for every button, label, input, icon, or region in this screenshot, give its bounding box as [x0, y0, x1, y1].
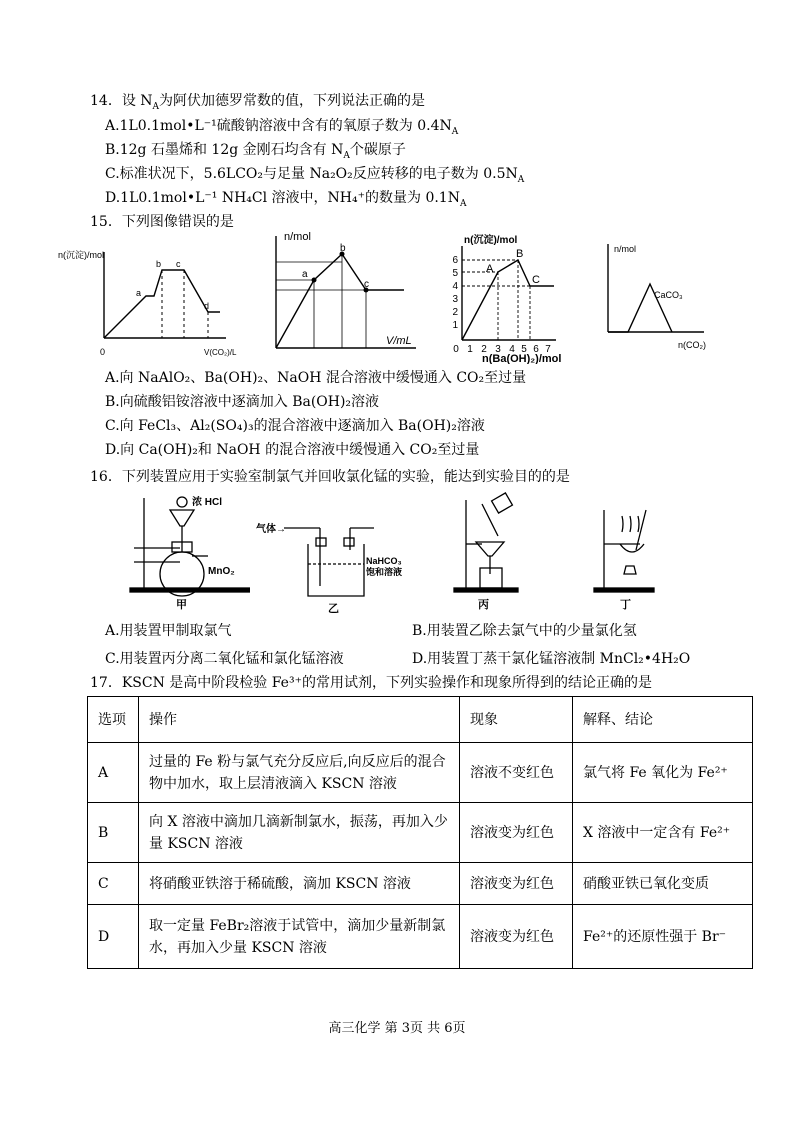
q15-g3-xtick: 2 — [481, 344, 487, 355]
q16-stem: 16．下列装置应用于实验室制氯气并回收氯化锰的实验，能达到实验目的的是 — [90, 469, 570, 485]
table-row — [88, 863, 753, 905]
q15-g3-ytick: 6 — [452, 255, 458, 266]
row-option: B — [88, 803, 139, 863]
q15-g2-point-a: a — [302, 269, 308, 280]
q15-g3-xtick: 5 — [521, 344, 527, 355]
q16-apparatus-yi — [256, 520, 426, 615]
q16-yi-label: 乙 — [328, 603, 339, 615]
q14-option-c: C.标准状况下，5.6LCO₂与足量 Na₂O₂反应转移的电子数为 $0.5N_A$ — [105, 166, 525, 185]
row-operation: 取一定量 FeBr₂溶液于试管中，滴加少量新制氯水，再加入少量 KSCN 溶液 — [139, 905, 460, 969]
q15-g3-xtick: 3 — [495, 344, 501, 355]
q16-saturated-label: 饱和溶液 — [366, 567, 403, 577]
q15-g3-ytick: 5 — [452, 268, 458, 279]
q16-jia-label: 甲 — [176, 599, 187, 610]
q15-g4-xlabel: n(CO₂) — [678, 340, 706, 350]
table-row — [88, 905, 753, 969]
q15-g3-ytick: 4 — [452, 281, 458, 292]
q15-g2-point-b: b — [340, 243, 346, 254]
header-option: 选项 — [88, 697, 139, 743]
q15-option-b: B.向硫酸铝铵溶液中逐滴加入 Ba(OH)₂溶液 — [105, 394, 380, 410]
q16-option-d: D.用装置丁蒸干氯化锰溶液制 MnCl₂•4H₂O — [412, 651, 691, 667]
q15-g3-xlabel: n(Ba(OH)₂)/mol — [482, 353, 562, 364]
q15-g2-xlabel: V/mL — [386, 335, 412, 347]
q16-option-a: A.用装置甲制取氯气 — [105, 623, 232, 639]
row-phenomenon: 溶液变为红色 — [460, 863, 573, 905]
row-option: D — [88, 905, 139, 969]
q15-g3-xtick: 4 — [509, 344, 515, 355]
q16-hcl-label: 浓 HCl — [192, 497, 222, 508]
row-option: C — [88, 863, 139, 905]
q15-graph-c — [446, 232, 586, 364]
q15-g3-ytick: 2 — [452, 307, 458, 318]
row-conclusion: 氯气将 Fe 氧化为 Fe²⁺ — [573, 743, 753, 803]
q15-graph-d — [598, 238, 718, 358]
q15-g1-point-b: b — [156, 259, 162, 269]
page-footer: 高三化学 第 3页 共 6页 — [328, 1021, 466, 1036]
header-operation: 操作 — [139, 697, 460, 743]
q15-option-d: D.向 Ca(OH)₂和 NaOH 的混合溶液中缓慢通入 CO₂至过量 — [105, 442, 480, 458]
row-phenomenon: 溶液变为红色 — [460, 803, 573, 863]
q16-gas-label: 气体→ — [256, 524, 286, 535]
q15-g1-origin: 0 — [100, 347, 106, 357]
q16-bing-label: 丙 — [478, 599, 489, 610]
table-row — [88, 803, 753, 863]
q15-g3-xtick: 0 — [453, 344, 459, 355]
q17-table — [87, 696, 753, 969]
row-conclusion: X 溶液中一定含有 Fe²⁺ — [573, 803, 753, 863]
row-operation: 向 X 溶液中滴加几滴新制氯水，振荡，再加入少量 KSCN 溶液 — [139, 803, 460, 863]
q16-ding-label: 丁 — [620, 599, 631, 610]
q16-option-b: B.用装置乙除去氯气中的少量氯化氢 — [412, 623, 637, 639]
q15-g1-xlabel: V(CO₂)/L — [204, 348, 237, 357]
q15-graph-b — [258, 228, 420, 358]
row-phenomenon: 溶液变为红色 — [460, 905, 573, 969]
q16-apparatus-bing — [448, 492, 528, 610]
q15-g3-point-a: A — [486, 263, 494, 275]
table-header-row — [88, 697, 753, 743]
q15-g1-point-a: a — [136, 288, 142, 298]
q15-g4-caco3-label: CaCO₃ — [654, 290, 683, 300]
q15-g4-ylabel: n/mol — [614, 244, 637, 254]
q15-g3-ytick: 1 — [452, 320, 458, 331]
row-operation: 过量的 Fe 粉与氯气充分反应后,向反应后的混合物中加水，取上层清液滴入 KSCN 溶液 — [139, 743, 460, 803]
header-conclusion: 解释、结论 — [573, 697, 753, 743]
q16-mno2-label: MnO₂ — [208, 566, 235, 577]
q15-g1-ylabel: n(沉淀)/mol — [58, 250, 105, 260]
q15-g1-point-c: c — [176, 259, 181, 269]
q14-option-d: D.1L0.1mol•L⁻¹ NH₄Cl 溶液中，NH₄⁺的数量为 $0.1N_A$ — [105, 190, 467, 209]
header-phenomenon: 现象 — [460, 697, 573, 743]
q14-stem: 14．设 $N_A$为阿伏加德罗常数的值，下列说法正确的是 — [90, 93, 426, 112]
q15-g3-xtick: 1 — [467, 344, 473, 355]
q17-stem: 17．KSCN 是高中阶段检验 Fe³⁺的常用试剂，下列实验操作和现象所得到的结论正确的是 — [90, 675, 652, 691]
q15-g1-point-d: d — [204, 301, 210, 311]
q15-g2-ylabel: n/mol — [284, 231, 311, 243]
q14-option-a: A.1L0.1mol•L⁻¹硫酸钠溶液中含有的氧原子数为 $0.4N_A$ — [105, 118, 459, 137]
q15-g3-ytick: 3 — [452, 294, 458, 305]
row-conclusion: Fe²⁺的还原性强于 Br⁻ — [573, 905, 753, 969]
row-conclusion: 硝酸亚铁已氧化变质 — [573, 863, 753, 905]
row-operation: 将硝酸亚铁溶于稀硫酸，滴加 KSCN 溶液 — [139, 863, 460, 905]
q16-option-c: C.用装置丙分离二氧化锰和氯化锰溶液 — [105, 651, 344, 667]
q15-g3-xtick: 7 — [545, 344, 551, 355]
q16-nahco3-label: NaHCO₃ — [366, 556, 402, 566]
q15-option-a: A.向 NaAlO₂、Ba(OH)₂、NaOH 混合溶液中缓慢通入 CO₂至过量 — [105, 370, 527, 386]
table-row — [88, 743, 753, 803]
q15-stem: 15．下列图像错误的是 — [90, 214, 234, 230]
q14-option-b: B.12g 石墨烯和 12g 金刚石均含有 $N_A$个碳原子 — [105, 142, 406, 161]
q15-g3-point-b: B — [516, 248, 524, 260]
q15-g3-ylabel: n(沉淀)/mol — [464, 235, 518, 246]
q16-apparatus-jia — [120, 490, 250, 610]
row-phenomenon: 溶液不变红色 — [460, 743, 573, 803]
row-option: A — [88, 743, 139, 803]
q15-g2-point-c: c — [364, 279, 369, 290]
q15-graph-a — [56, 238, 256, 358]
q15-g3-point-c: C — [532, 274, 540, 286]
q15-g3-xtick: 6 — [533, 344, 539, 355]
q15-option-c: C.向 FeCl₃、Al₂(SO₄)₃的混合溶液中逐滴加入 Ba(OH)₂溶液 — [105, 418, 485, 434]
q16-apparatus-ding — [590, 504, 660, 610]
